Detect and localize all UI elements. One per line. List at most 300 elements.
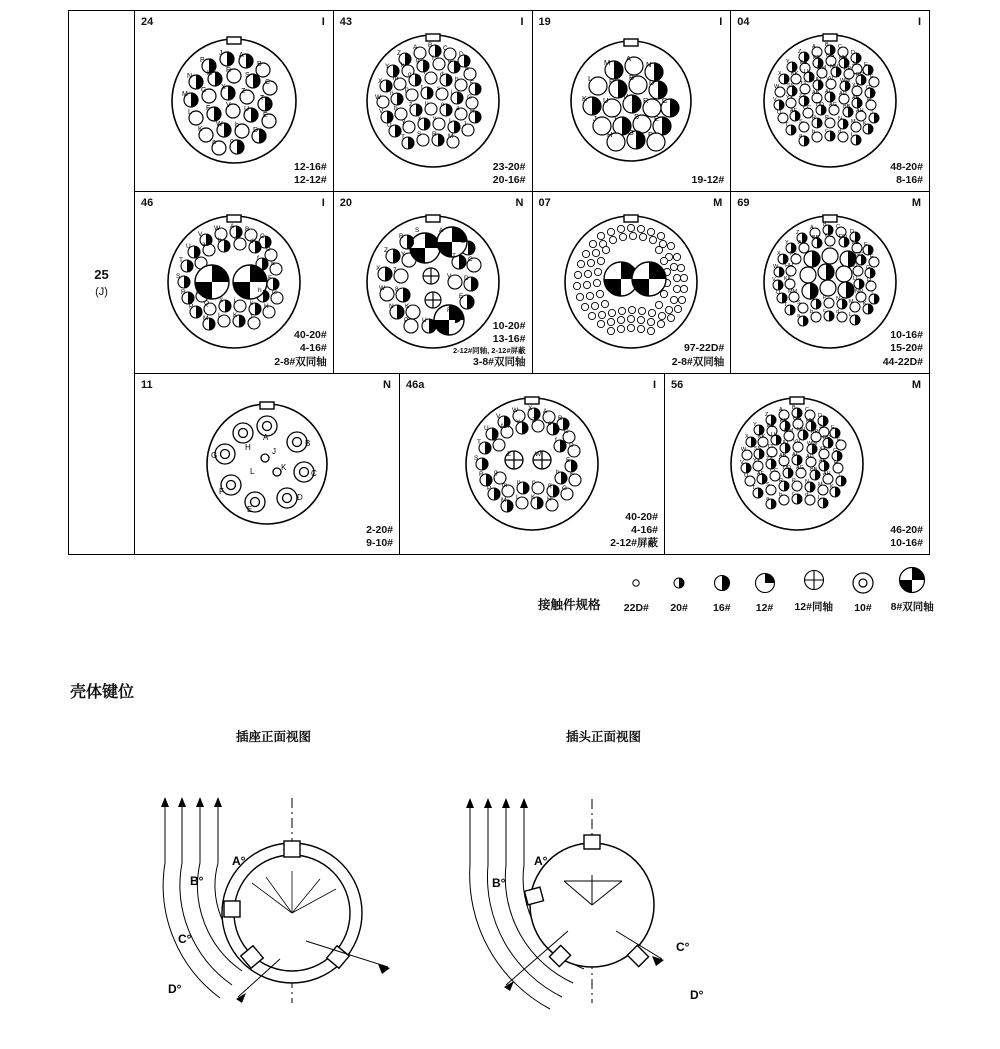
- svg-text:a: a: [211, 139, 216, 147]
- ring-10-icon: [842, 568, 885, 598]
- svg-text:s: s: [436, 85, 440, 93]
- svg-text:C: C: [662, 96, 668, 106]
- insert-face-diagram: [760, 31, 900, 171]
- svg-text:R: R: [398, 233, 404, 241]
- svg-text:C: C: [564, 427, 569, 435]
- svg-text:BB: BB: [812, 235, 820, 242]
- svg-text:k: k: [249, 300, 254, 308]
- svg-text:j: j: [450, 89, 453, 97]
- svg-text:M: M: [501, 496, 507, 504]
- svg-text:Z: Z: [532, 416, 536, 424]
- svg-text:A: A: [810, 225, 814, 232]
- svg-text:XX: XX: [852, 83, 860, 90]
- svg-text:x: x: [417, 115, 421, 123]
- svg-text:V: V: [225, 102, 231, 110]
- svg-text:D: D: [851, 50, 856, 57]
- svg-text:YY: YY: [753, 457, 761, 464]
- svg-text:C°: C°: [676, 940, 690, 954]
- dot-20-icon: [658, 568, 701, 598]
- legend-item: [786, 565, 842, 614]
- svg-text:f: f: [555, 436, 557, 444]
- svg-text:X: X: [528, 404, 533, 412]
- insert-code: 43: [339, 16, 352, 28]
- section-title: 壳体键位: [70, 684, 135, 701]
- svg-text:AH: AH: [856, 108, 864, 115]
- svg-text:EE: EE: [800, 60, 808, 67]
- svg-text:K: K: [830, 483, 834, 490]
- svg-text:X: X: [745, 433, 749, 440]
- svg-text:X: X: [218, 297, 224, 305]
- svg-text:JJ: JJ: [852, 263, 858, 270]
- svg-text:a: a: [201, 241, 206, 249]
- svg-text:BB: BB: [810, 466, 818, 473]
- svg-text:m: m: [392, 75, 399, 83]
- svg-text:AG: AG: [829, 102, 838, 109]
- legend-items: [615, 565, 940, 614]
- svg-text:d: d: [836, 309, 840, 316]
- svg-text:H: H: [245, 442, 251, 452]
- insert-cell-69[interactable]: [731, 192, 929, 372]
- svg-text:LL: LL: [771, 431, 778, 438]
- svg-text:q: q: [548, 481, 552, 489]
- svg-text:A: A: [229, 223, 235, 231]
- svg-text:AB: AB: [779, 452, 787, 459]
- insert-code: 46: [141, 197, 154, 210]
- svg-text:Y: Y: [753, 421, 757, 428]
- svg-text:W: W: [774, 84, 780, 91]
- svg-text:AC: AC: [825, 89, 833, 96]
- svg-text:C: C: [838, 44, 843, 51]
- svg-text:S: S: [416, 131, 421, 139]
- svg-text:c: c: [825, 128, 828, 135]
- svg-text:E: E: [458, 293, 463, 301]
- svg-text:j: j: [233, 297, 236, 305]
- svg-text:T: T: [451, 253, 456, 261]
- svg-text:J: J: [870, 291, 873, 298]
- svg-text:a: a: [797, 313, 801, 320]
- svg-text:G: G: [211, 450, 218, 460]
- svg-text:HH: HH: [785, 263, 794, 270]
- svg-text:TT: TT: [767, 443, 774, 450]
- shell-size-value: 25: [94, 267, 109, 282]
- svg-text:E: E: [464, 65, 469, 73]
- svg-text:T: T: [752, 484, 756, 491]
- legend-title: 接触件规格: [538, 598, 601, 612]
- svg-text:S: S: [175, 273, 181, 281]
- svg-text:N: N: [646, 60, 652, 70]
- svg-text:e: e: [493, 435, 497, 443]
- svg-text:M: M: [604, 58, 611, 68]
- svg-text:d: d: [439, 71, 444, 79]
- svg-text:N: N: [186, 73, 192, 81]
- insert-spec: 48-20# 8-16#: [890, 161, 923, 187]
- svg-text:SS: SS: [787, 83, 795, 90]
- svg-text:D: D: [252, 127, 258, 135]
- svg-text:g: g: [195, 287, 200, 295]
- svg-text:J: J: [593, 114, 598, 124]
- svg-text:KK: KK: [758, 433, 766, 440]
- svg-text:F: F: [267, 275, 272, 283]
- svg-text:N: N: [836, 296, 841, 303]
- svg-text:z: z: [408, 101, 412, 109]
- svg-text:AF: AF: [790, 108, 798, 115]
- table-row: [135, 11, 929, 192]
- svg-text:h: h: [556, 468, 560, 476]
- insert-code: 56: [671, 378, 684, 391]
- insert-cell-19[interactable]: [533, 11, 732, 191]
- svg-text:Y: Y: [516, 418, 521, 426]
- svg-text:B: B: [792, 404, 796, 411]
- svg-text:T: T: [178, 257, 183, 265]
- svg-text:J: J: [462, 121, 466, 129]
- svg-text:X: X: [778, 71, 782, 78]
- svg-text:AC: AC: [792, 451, 800, 458]
- svg-text:W: W: [374, 94, 381, 102]
- svg-text:E: E: [247, 504, 253, 514]
- svg-text:T: T: [400, 134, 405, 142]
- svg-text:VV: VV: [793, 438, 801, 445]
- svg-text:C: C: [467, 256, 473, 264]
- insert-spec: 46-20# 10-16#: [890, 523, 923, 549]
- svg-text:V: V: [623, 92, 629, 102]
- svg-text:W: W: [512, 406, 519, 414]
- svg-text:S: S: [244, 72, 250, 80]
- svg-text:P: P: [825, 115, 829, 122]
- svg-text:X: X: [375, 265, 380, 273]
- svg-text:J: J: [870, 110, 873, 117]
- svg-text:M: M: [202, 315, 209, 323]
- svg-text:T: T: [259, 95, 265, 103]
- svg-text:N: N: [388, 303, 394, 311]
- svg-text:AD: AD: [806, 453, 814, 460]
- insert-face-diagram: [727, 394, 867, 534]
- svg-text:W: W: [215, 121, 223, 129]
- svg-text:KK: KK: [791, 71, 799, 78]
- svg-text:MM: MM: [788, 289, 798, 296]
- svg-text:L: L: [448, 118, 453, 126]
- svg-text:G: G: [562, 484, 568, 492]
- svg-text:F: F: [870, 254, 874, 261]
- svg-text:W: W: [378, 285, 385, 293]
- svg-text:AG: AG: [796, 464, 804, 471]
- svg-text:b: b: [779, 491, 783, 498]
- svg-text:T: T: [477, 438, 481, 446]
- svg-text:R: R: [431, 131, 437, 139]
- svg-text:H: H: [867, 278, 872, 285]
- svg-text:Y: Y: [786, 59, 790, 66]
- insert-code: 11: [141, 378, 153, 391]
- insert-class: I: [321, 16, 325, 28]
- insert-class: I: [321, 197, 325, 210]
- svg-text:T: T: [613, 114, 618, 124]
- insert-class: N: [383, 378, 391, 391]
- svg-text:G: G: [466, 94, 472, 102]
- svg-text:q: q: [407, 71, 412, 79]
- svg-text:K: K: [582, 94, 588, 104]
- insert-code: 69: [737, 197, 750, 210]
- svg-text:V: V: [197, 231, 203, 239]
- svg-text:Y: Y: [384, 63, 389, 71]
- insert-spec: 2-20# 9-10#: [366, 523, 393, 549]
- legend-item: [615, 568, 658, 614]
- svg-text:D°: D°: [168, 982, 182, 996]
- legend-label: 16#: [713, 602, 731, 614]
- svg-text:W: W: [773, 264, 779, 271]
- svg-text:S: S: [634, 112, 640, 122]
- svg-text:c: c: [823, 308, 826, 315]
- svg-text:UU: UU: [813, 77, 822, 84]
- svg-text:C: C: [836, 224, 841, 231]
- svg-text:a: a: [455, 105, 460, 113]
- svg-text:e: e: [447, 58, 452, 66]
- svg-text:P: P: [487, 484, 492, 492]
- svg-text:P: P: [188, 303, 194, 311]
- insert-cell-20[interactable]: [334, 192, 533, 372]
- svg-text:g: g: [415, 57, 420, 65]
- legend-label: 10#: [854, 602, 872, 614]
- svg-text:D: D: [818, 412, 822, 419]
- svg-text:F: F: [446, 307, 451, 315]
- svg-text:XX: XX: [819, 445, 827, 452]
- legend-item: [884, 565, 940, 614]
- svg-text:F: F: [219, 486, 224, 496]
- insert-cell-46[interactable]: [135, 192, 334, 372]
- svg-text:Z: Z: [798, 49, 802, 56]
- svg-text:R: R: [479, 470, 484, 478]
- svg-text:H: H: [607, 130, 613, 140]
- svg-text:E: E: [262, 112, 268, 120]
- svg-text:B: B: [825, 42, 829, 49]
- svg-text:H: H: [867, 97, 872, 104]
- svg-text:MM: MM: [784, 427, 794, 434]
- insert-class: I: [652, 378, 656, 391]
- svg-text:e: e: [194, 254, 199, 262]
- legend-label: 12#同轴: [794, 601, 833, 613]
- insert-code: 24: [141, 16, 154, 28]
- svg-text:A°: A°: [534, 854, 548, 868]
- svg-text:BB: BB: [843, 104, 851, 111]
- svg-text:B: B: [427, 42, 432, 50]
- svg-text:M: M: [181, 91, 188, 99]
- table-row: [135, 374, 929, 554]
- svg-text:E: E: [270, 260, 276, 268]
- svg-text:b: b: [393, 105, 398, 113]
- contact-size-legend: [520, 565, 940, 630]
- svg-text:B: B: [823, 222, 827, 229]
- svg-text:P: P: [823, 295, 827, 302]
- svg-text:MM: MM: [817, 65, 827, 72]
- svg-text:M: M: [849, 299, 854, 306]
- svg-text:R: R: [810, 296, 815, 303]
- insert-class: M: [713, 197, 723, 210]
- svg-text:FF: FF: [780, 417, 787, 424]
- insert-cell-24[interactable]: [135, 11, 334, 191]
- svg-text:RR: RR: [823, 434, 831, 441]
- svg-text:F: F: [648, 130, 653, 140]
- svg-text:X: X: [220, 84, 226, 92]
- svg-text:G: G: [200, 87, 207, 95]
- svg-text:GG: GG: [855, 252, 864, 259]
- layout-grid: [135, 11, 929, 554]
- svg-text:D: D: [297, 492, 303, 502]
- svg-text:N: N: [805, 478, 809, 485]
- keyway-section: [0, 665, 1000, 1049]
- insert-cell-43[interactable]: [334, 11, 533, 191]
- svg-text:NN: NN: [797, 426, 805, 433]
- svg-text:F: F: [837, 436, 841, 443]
- insert-class: N: [515, 197, 524, 210]
- svg-text:L: L: [250, 466, 255, 476]
- svg-text:TT: TT: [800, 81, 807, 88]
- svg-text:U: U: [185, 243, 191, 251]
- svg-text:FF: FF: [813, 55, 820, 62]
- svg-text:U: U: [421, 317, 427, 325]
- svg-text:D: D: [649, 78, 655, 88]
- svg-text:LL: LL: [804, 69, 811, 76]
- svg-text:H: H: [834, 459, 838, 466]
- svg-text:L: L: [818, 494, 822, 501]
- svg-text:EE: EE: [767, 422, 775, 429]
- svg-text:R: R: [779, 477, 783, 484]
- svg-text:WW: WW: [807, 440, 818, 447]
- svg-text:c: c: [229, 138, 234, 146]
- svg-text:E: E: [831, 424, 835, 431]
- svg-text:r: r: [423, 69, 426, 77]
- svg-text:D: D: [265, 246, 271, 254]
- svg-text:AF: AF: [757, 470, 765, 477]
- svg-text:c: c: [548, 419, 552, 427]
- svg-text:PP: PP: [844, 66, 852, 73]
- svg-text:V: V: [772, 277, 776, 284]
- svg-text:GG: GG: [826, 53, 835, 60]
- half-16-icon: [700, 568, 743, 598]
- insert-spec: 12-16# 12-12#: [294, 161, 327, 187]
- svg-text:F: F: [469, 80, 474, 88]
- svg-text:K: K: [863, 301, 867, 308]
- svg-text:E: E: [566, 456, 571, 464]
- insert-code: 20: [339, 197, 352, 210]
- svg-text:C: C: [259, 233, 265, 241]
- insert-face-diagram: [203, 400, 331, 528]
- legend-item: [842, 568, 885, 614]
- insert-face-diagram: [169, 36, 299, 166]
- svg-text:DD: DD: [816, 102, 825, 109]
- svg-text:R: R: [225, 67, 231, 75]
- svg-text:H: H: [547, 495, 552, 503]
- insert-code: 46a: [406, 378, 425, 391]
- svg-text:S: S: [766, 481, 770, 488]
- svg-text:K: K: [531, 493, 536, 501]
- insert-face-diagram: [568, 38, 694, 164]
- svg-text:A: A: [812, 44, 816, 51]
- insert-class: I: [719, 16, 723, 28]
- svg-text:J: J: [837, 472, 840, 479]
- quarter-12-icon: [743, 568, 786, 598]
- svg-text:A°: A°: [232, 854, 246, 868]
- svg-text:CC: CC: [825, 233, 834, 240]
- insert-spec: 10-16# 15-20# 44-22D#: [882, 329, 923, 368]
- svg-text:G: G: [866, 85, 871, 92]
- svg-text:m: m: [502, 481, 508, 489]
- insert-cell-04[interactable]: [731, 11, 929, 191]
- svg-text:D: D: [463, 275, 469, 283]
- svg-text:L: L: [217, 312, 222, 320]
- svg-text:L: L: [516, 493, 520, 501]
- svg-text:d: d: [838, 129, 842, 136]
- svg-text:g: g: [494, 468, 498, 476]
- svg-text:R: R: [180, 289, 186, 297]
- insert-face-diagram: [760, 212, 900, 352]
- plug-keyway-diagram: [440, 753, 800, 1038]
- insert-arrangement-table: [68, 10, 930, 555]
- twinax-8-icon: [884, 565, 940, 595]
- svg-text:A: A: [779, 406, 783, 413]
- svg-text:FF: FF: [790, 251, 797, 258]
- insert-spec: 40-20# 4-16# 2-12#屏蔽: [610, 510, 658, 549]
- insert-code: 07: [538, 197, 551, 210]
- insert-spec: 97-22D# 2-8#双同轴: [671, 342, 725, 368]
- insert-cell-07[interactable]: [533, 192, 732, 372]
- svg-text:B: B: [244, 226, 250, 234]
- svg-text:S: S: [474, 454, 479, 462]
- svg-text:YY: YY: [786, 95, 794, 102]
- svg-text:RR: RR: [856, 72, 865, 79]
- svg-text:U: U: [777, 110, 782, 117]
- svg-text:R: R: [812, 115, 817, 122]
- shell-size-suffix: (J): [95, 286, 108, 298]
- svg-text:B°: B°: [190, 874, 204, 888]
- svg-text:C: C: [311, 468, 317, 478]
- svg-text:P: P: [403, 317, 408, 325]
- svg-text:AE: AE: [819, 457, 827, 464]
- svg-text:p: p: [404, 86, 409, 94]
- svg-text:Z: Z: [765, 411, 769, 418]
- svg-text:k: k: [400, 62, 404, 70]
- svg-text:S: S: [797, 300, 801, 307]
- svg-text:U: U: [603, 96, 609, 106]
- svg-text:U: U: [386, 122, 392, 130]
- insert-cell-46a[interactable]: [400, 374, 665, 554]
- svg-text:J: J: [218, 50, 223, 58]
- legend-label: 20#: [670, 602, 688, 614]
- svg-text:AD: AD: [839, 91, 847, 98]
- insert-cell-11[interactable]: [135, 374, 400, 554]
- svg-text:F: F: [570, 470, 574, 478]
- svg-text:f: f: [256, 255, 259, 263]
- svg-text:D: D: [569, 441, 574, 449]
- insert-cell-56[interactable]: [665, 374, 929, 554]
- svg-text:E: E: [864, 62, 868, 69]
- svg-text:b: b: [234, 122, 239, 130]
- svg-text:H: H: [469, 108, 475, 116]
- svg-text:b: b: [217, 237, 222, 245]
- svg-text:C°: C°: [178, 932, 192, 946]
- svg-text:U: U: [243, 106, 249, 114]
- insert-class: I: [917, 16, 921, 28]
- svg-text:M: M: [447, 133, 454, 141]
- svg-text:p: p: [532, 478, 536, 486]
- dot-22d-icon: [615, 568, 658, 598]
- svg-text:Y: Y: [785, 240, 789, 247]
- svg-text:L: L: [588, 74, 593, 84]
- svg-text:SS: SS: [754, 445, 762, 452]
- svg-text:S: S: [799, 119, 803, 126]
- insert-class: I: [520, 16, 524, 28]
- svg-text:A: A: [543, 407, 548, 415]
- svg-text:V: V: [378, 108, 383, 116]
- svg-text:JJ: JJ: [852, 61, 858, 68]
- plug-caption: 插头正面视图: [566, 730, 642, 744]
